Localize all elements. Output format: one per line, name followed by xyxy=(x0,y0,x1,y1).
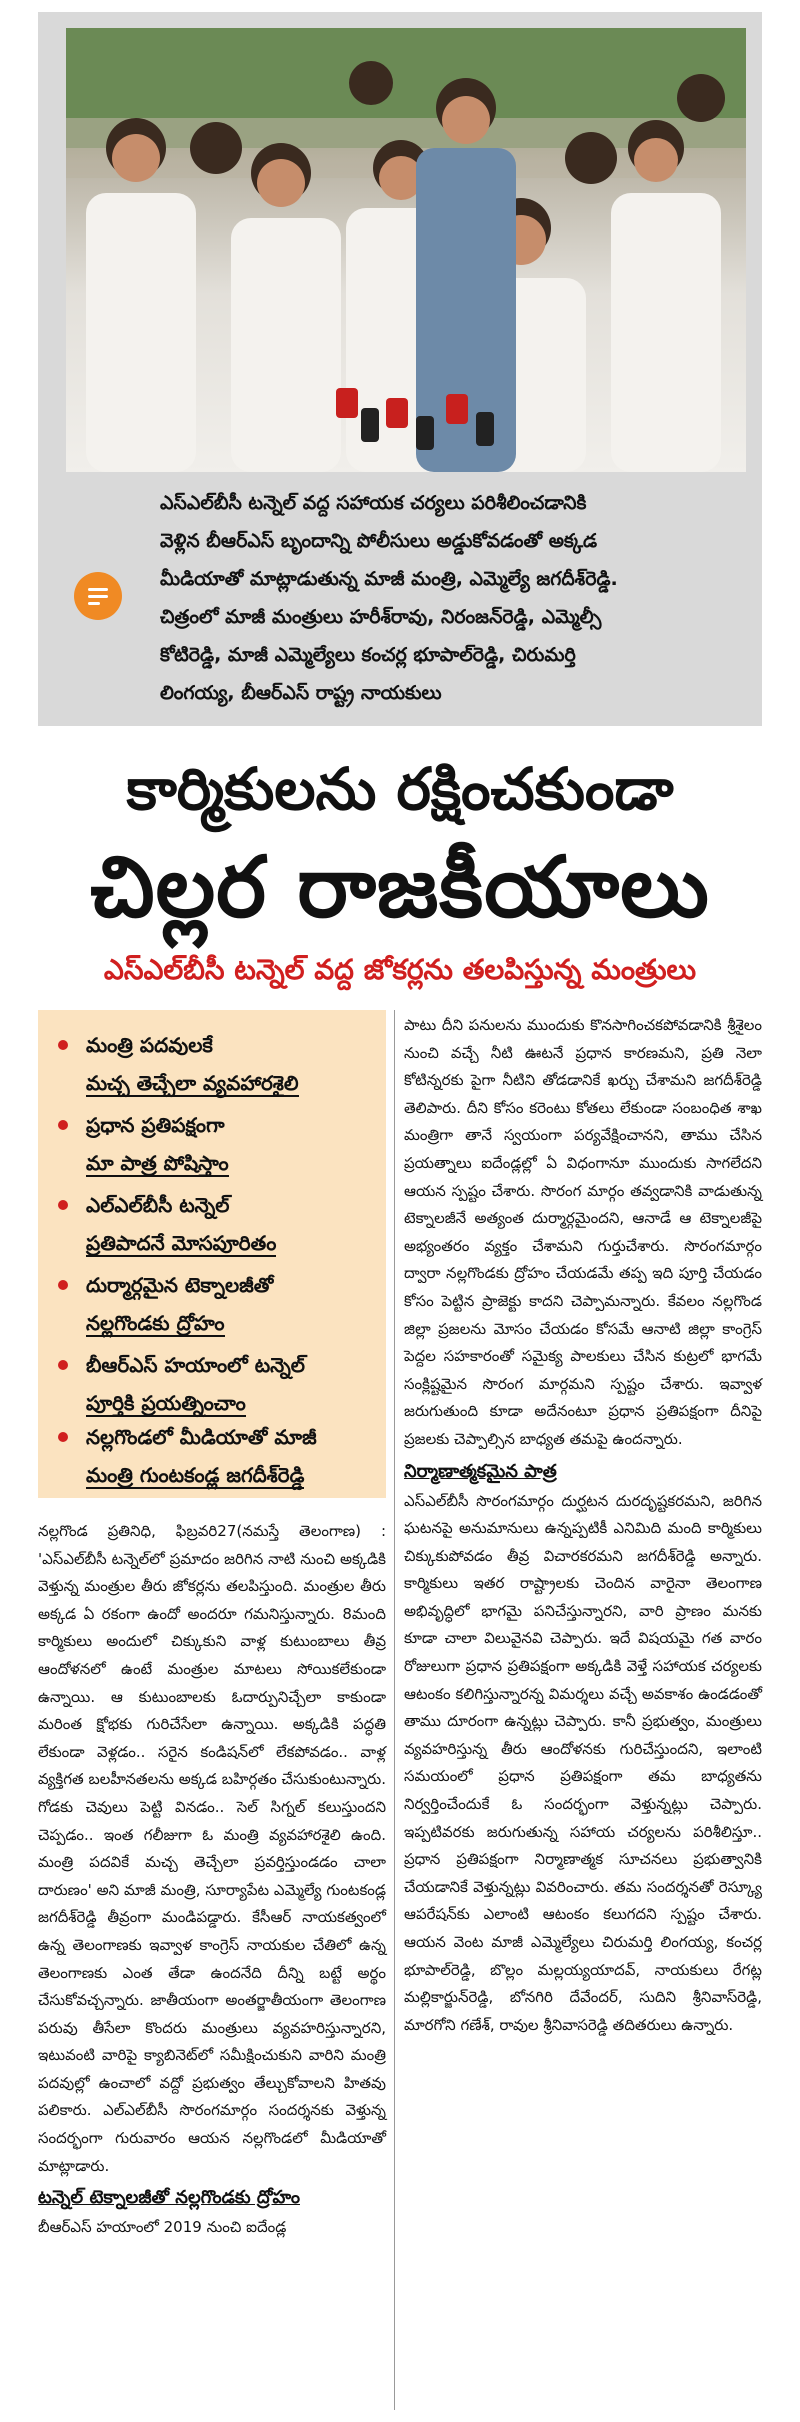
headline-line-1: కార్మికులను రక్షించకుండా xyxy=(126,755,674,823)
press-photo-illustration xyxy=(66,28,746,472)
highlight-line-1: నల్లగొండలో మీడియాతో మాజీ xyxy=(86,1425,317,1449)
subheadline: ఎస్‌ఎల్‌బీసీ టన్నెల్ వద్ద జోకర్లను తలపిస్తున్న మంత్రులు xyxy=(103,953,697,986)
body-paragraph: పాటు దీని పనులను ముందుకు కొనసాగించకపోవడానికి శ్రీశైలం నుంచి వచ్చే నీటి ఊటనే ప్రధాన కారణమని, ప్రతి నెలా కోటిన్నరకు పైగా నీటిని తోడడానికే ఖర్చు చేశామని జగదీశ్‌రెడ్డి తెలిపారు. దీని కోసం కరెంటు కోతలు లేకుండా సంబంధిత శాఖ మంత్రిగా తానే స్వయంగా పర్యవేక్షించానని, తాము చేసిన ప్రయత్నాలు ఐదేండ్లల్లో ఏ విధంగానూ ముందుకు సాగలేదని ఆయన స్పష్టం చేశారు. సొరంగ మార్గం తవ్వడానికి వాడుతున్న టెక్నాలజీనే అత్యంత దుర్మార్గమైందని, ఆనాడే ఆ టెక్నాలజీపై అభ్యంతరం వ్యక్తం చేశామని గుర్తుచేశారు. సొరంగమార్గం ద్వారా నల్లగొండకు ద్రోహం చేయడమే తప్ప ఇది పూర్తి చేయడం కోసం పెట్టిన ప్రాజెక్టు కాదని చెప్పామన్నారు. కేవలం నల్లగొండ జిల్లా ప్రజలను మోసం చేయడం కోసమే ఆనాటి జిల్లా కాంగ్రెస్ పెద్దల సహకారంతో సమైక్య పాలకులు చేసిన కుట్రలో భాగమే సంక్లిష్టమైన సొరంగ మార్గమని స్పష్టం చేశారు. ఇవ్వాళ జరుగుతుంది కూడా అదేనంటూ ప్రధాన ప్రతిపక్షంగా దీనిపై ప్రజలకు చెప్పాల్సిన బాధ్యత తమపై ఉందన్నారు. xyxy=(404,1016,762,1448)
body-paragraph: ఎస్‌ఎల్‌బీసీ సొరంగమార్గం దుర్ఘటన దురదృష్టకరమని, జరిగిన ఘటనపై అనుమానులు ఉన్నప్పటికీ ఎనిమిది మంది కార్మికులు చిక్కుకుపోవడం తీవ్ర విచారకరమని జగదీశ్‌రెడ్డి అన్నారు. కార్మికులు ఇతర రాష్ట్రాలకు చెందిన వారైనా తెలంగాణ అభివృద్ధిలో భాగమై పనిచేస్తున్నారని, వారి ప్రాణం మనకు కూడా చాలా విలువైనవి చెప్పారు. ఇదే విషయమై గత వారం రోజులుగా ప్రధాన ప్రతిపక్షంగా అక్కడికి వెళ్తే సహాయక చర్యలకు ఆటంకం కలిగిస్తున్నారన్న విమర్శలు వచ్చే అవకాశం ఉండడంతో తాము దూరంగా ఉన్నట్లు చెప్పారు. కానీ ప్రభుత్వం, మంత్రులు వ్యవహరిస్తున్న తీరు ఆందోళనకు గురిచేస్తుందని, ఇలాంటి సమయంలో ప్రధాన ప్రతిపక్షంగా తమ బాధ్యతను నిర్వర్తించేందుకే ఓ సందర్భంగా వెళ్తున్నట్లు చెప్పారు. ఇప్పటివరకు జరుగుతున్న సహాయ చర్యలను పరిశీలిస్తూ.. ప్రధాన ప్రతిపక్షంగా నిర్మాణాత్మక సూచనలు ప్రభుత్వానికి చేయడానికే వెళ్తున్నట్లు వివరించారు. తమ సందర్శనతో రెస్క్యూ ఆపరేషన్‌కు ఎలాంటి ఆటంకం కలుగదని స్పష్టం చేశారు. ఆయన వెంట మాజీ ఎమ్మెల్యేలు చిరుమర్తి లింగయ్య, కంచర్ల భూపాల్‌రెడ్డి, బొల్లం మల్లయ్యయాదవ్, నాయకులు రేగట్ల మల్లికార్జున్‌రెడ్డి, బోనగిరి దేవేందర్, సుదిని శ్రీనివాస్‌రెడ్డి, మారగోని గణేశ్, రావుల శ్రీనివాసరెడ్డి తదితరులు ఉన్నారు. xyxy=(404,1491,762,2034)
highlight-line-2: మచ్చ తెచ్చేలా వ్యవహారశైలి xyxy=(86,1071,299,1095)
caption-line: మీడియాతో మాట్లాడుతున్న మాజీ మంత్రి, ఎమ్మెల్యే జగదీశ్‌రెడ్డి. xyxy=(160,568,618,590)
highlight-line-2: పూర్తికి ప్రయత్నించాం xyxy=(86,1391,246,1415)
photo-caption xyxy=(38,472,762,726)
highlight-item xyxy=(58,1266,376,1342)
highlight-line-1: ప్రధాన ప్రతిపక్షంగా xyxy=(86,1113,225,1137)
highlight-item xyxy=(58,1106,376,1182)
highlight-line-1: ఎల్ఎల్‌బీసీ టన్నెల్ xyxy=(86,1193,230,1217)
bullet-icon xyxy=(58,1280,68,1290)
body-paragraph: నల్లగొండ ప్రతినిధి, ఫిబ్రవరి27(నమస్తే తెలంగాణ) : 'ఎస్‌ఎల్‌బీసీ టన్నెల్‌లో ప్రమాదం జరిగిన నాటి నుంచి అక్కడికి వెళ్తున్న మంత్రుల తీరు జోకర్లను తలపిస్తుంది. మంత్రుల తీరు అక్కడ ఏ రకంగా ఉందో అందరూ గమనిస్తున్నారు. 8మంది కార్మికులు అందులో చిక్కుకుని వాళ్ల కుటుంబాలు తీవ్ర ఆందోళనలో ఉంటే మంత్రుల మాటలు సోయికలేకుండా ఉన్నాయి. ఆ కుటుంబాలకు ఓదార్పునిచ్చేలా కాకుండా మరింత క్షోభకు గురిచేసేలా ఉన్నాయి. అక్కడికి పద్ధతి లేకుండా వెళ్లడం.. సరైన కండిషన్‌లో లేకపోవడం.. వాళ్ల వ్యక్తిగత బలహీనతలను అక్కడ బహిర్గతం చేసుకుంటున్నారు. గోడకు చెవులు పెట్టి వినడం.. సెల్ సిగ్నల్ కలుస్తుందని చెప్పడం.. ఇంత గలీజుగా ఓ మంత్రి వ్యవహారశైలి ఉంది. మంత్రి పదవికే మచ్చ తెచ్చేలా ప్రవర్తిస్తుండడం చాలా దారుణం' అని మాజీ మంత్రి, సూర్యాపేట ఎమ్మెల్యే గుంటకండ్ల జగదీశ్‌రెడ్డి తీవ్రంగా మండిపడ్డారు. కేసీఆర్ నాయకత్వంలో ఉన్న తెలంగాణకు ఇవ్వాళ కాంగ్రెస్ నాయకుల చేతిలో ఉన్న తెలంగాణకు ఎంత తేడా ఉందనేది దీన్ని బట్టే అర్థం చేసుకోవచ్చన్నారు. జాతీయంగా అంతర్జాతీయంగా తెలంగాణ పరువు తీసేలా కొందరు మంత్రులు వ్యవహరిస్తున్నారని, ఇటువంటి వారిపై క్యాబినెట్‌లో సమీక్షించుకుని వారిని మంత్రి పదవుల్లో ఉంచాలో వద్దో ప్రభుత్వం తేల్చుకోవాలని హితవు పలికారు. ఎల్‌ఎల్‌బీసీ సొరంగమార్గం సందర్శనకు వెళ్తున్న సందర్భంగా గురువారం ఆయన నల్లగొండలో మీడియాతో మాట్లాడారు. xyxy=(38,1522,386,2175)
highlight-line-1: దుర్మార్గమైన టెక్నాలజీతో xyxy=(86,1273,274,1297)
bullet-icon xyxy=(58,1360,68,1370)
caption-line: లింగయ్య, బీఆర్ఎస్ రాష్ట్ర నాయకులు xyxy=(160,682,442,704)
highlights-box xyxy=(38,1010,386,1498)
press-photo xyxy=(66,28,746,472)
bullet-icon xyxy=(58,1200,68,1210)
headline-line-2: చిల్లర రాజకీయాలు xyxy=(90,838,710,936)
caption-menu-icon xyxy=(74,572,122,620)
right-column xyxy=(404,1012,762,2039)
caption-line: కోటిరెడ్డి, మాజీ ఎమ్మెల్యేలు కంచర్ల భూపాల్‌రెడ్డి, చిరుమర్తి xyxy=(160,644,576,666)
bullet-icon xyxy=(58,1432,68,1442)
caption-line: వెళ్లిన బీఆర్ఎస్ బృందాన్ని పోలీసులు అడ్డుకోవడంతో అక్కడ xyxy=(160,530,598,552)
section-subheading: టన్నెల్ టెక్నాలజీతో నల్లగొండకు ద్రోహం xyxy=(38,2187,300,2209)
highlight-line-1: బీఆర్ఎస్ హయాంలో టన్నెల్ xyxy=(86,1353,305,1377)
bullet-icon xyxy=(58,1120,68,1130)
caption-line: ఎస్‌ఎల్‌బీసీ టన్నెల్ వద్ద సహాయక చర్యలు పరిశీలించడానికి xyxy=(160,492,587,514)
highlight-line-2: ప్రతిపాదనే మోసపూరితం xyxy=(86,1231,277,1255)
highlight-item xyxy=(58,1418,376,1494)
caption-line: చిత్రంలో మాజీ మంత్రులు హరీశ్‌రావు, నిరంజన్‌రెడ్డి, ఎమ్మెల్సీ xyxy=(160,606,602,628)
highlight-item xyxy=(58,1346,376,1422)
section-subheading: నిర్మాణాత్మకమైన పాత్ర xyxy=(404,1460,557,1482)
highlight-item xyxy=(58,1186,376,1262)
highlight-item xyxy=(58,1026,376,1102)
caption-text xyxy=(160,484,744,712)
left-column xyxy=(38,1518,386,2242)
photo-block xyxy=(38,12,762,726)
highlight-line-2: నల్లగొండకు ద్రోహం xyxy=(86,1311,225,1335)
body-paragraph: బీఆర్ఎస్ హయాంలో 2019 నుంచి ఐదేండ్ల xyxy=(38,2218,287,2237)
highlight-line-2: మంత్రి గుంటకండ్ల జగదీశ్‌రెడ్డి xyxy=(86,1463,305,1487)
column-divider xyxy=(394,1010,395,2410)
highlight-line-1: మంత్రి పదవులకే xyxy=(86,1033,213,1057)
highlight-line-2: మా పాత్ర పోషిస్తాం xyxy=(86,1151,229,1175)
bullet-icon xyxy=(58,1040,68,1050)
